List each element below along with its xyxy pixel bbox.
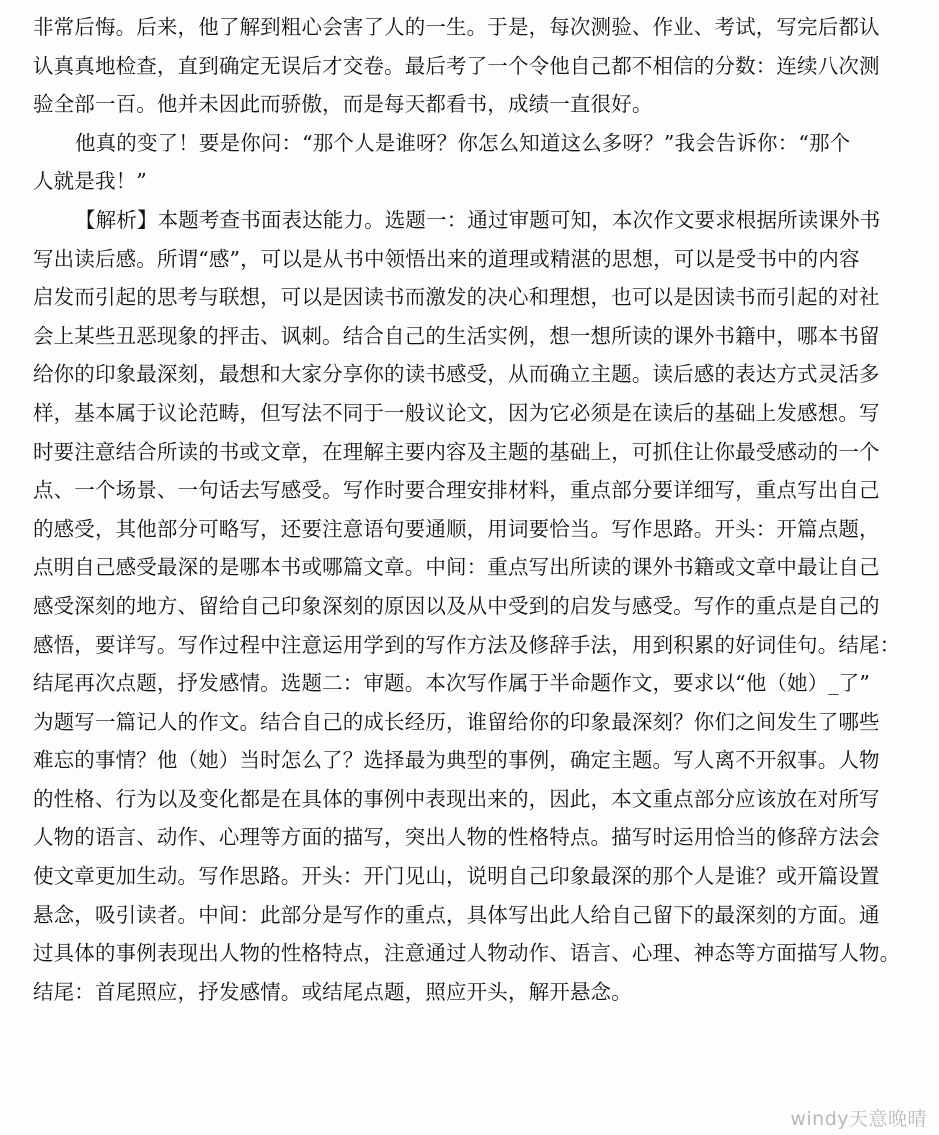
text-line: 点明自己感受最深的是哪本书或哪篇文章。中间：重点写出所读的课外书籍或文章中最让自己: [33, 555, 880, 580]
text-line: 过具体的事例表现出人物的性格特点，注意通过人物动作、语言、心理、神态等方面描写人物。: [33, 941, 901, 966]
text-line: 样，基本属于议论范畴，但写法不同于一般议论文，因为它必须是在读后的基础上发感想。写: [33, 400, 880, 425]
text-line: 感悟，要详写。写作过程中注意运用学到的写作方法及修辞手法，用到积累的好词佳句。结尾：: [33, 632, 901, 657]
text-line: 启发而引起的思考与联想，可以是因读书而激发的决心和理想，也可以是因读书而引起的对社: [33, 285, 880, 310]
watermark: windy天意晚晴: [790, 1108, 927, 1130]
analysis-heading-line: 【解析】本题考查书面表达能力。选题一：通过审题可知，本次作文要求根据所读课外书: [75, 207, 881, 232]
text-line: 会上某些丑恶现象的抨击、讽刺。结合自己的生活实例，想一想所读的课外书籍中，哪本书留: [33, 323, 880, 348]
text-line: 结尾再次点题，抒发感情。选题二：审题。本次写作属于半命题作文，要求以“他（她）_了”: [33, 671, 871, 696]
text-line: 时要注意结合所读的书或文章，在理解主要内容及主题的基础上，可抓住让你最受感动的一个: [33, 439, 880, 464]
text-line: 非常后悔。后来，他了解到粗心会害了人的一生。于是，每次测验、作业、考试，写完后都认: [33, 15, 880, 39]
text-line: 人就是我！”: [33, 169, 147, 194]
document-page: [33, 8, 919, 1011]
text-line: 为题写一篇记人的作文。结合自己的成长经历，谁留给你的印象最深刻？你们之间发生了哪些: [33, 709, 880, 734]
text-line: 验全部一百。他并未因此而骄傲，而是每天都看书，成绩一直很好。: [33, 92, 653, 117]
text-line: 的性格、行为以及变化都是在具体的事例中表现出来的，因此，本文重点部分应该放在对所写: [33, 786, 880, 811]
text-line: 的感受，其他部分可略写，还要注意语句要通顺，用词要恰当。写作思路。开头：开篇点题，: [33, 516, 880, 541]
text-line: 认真真地检查，直到确定无误后才交卷。最后考了一个令他自己都不相信的分数：连续八次测: [33, 53, 880, 78]
text-line: 感受深刻的地方、留给自己印象深刻的原因以及从中受到的启发与感受。写作的重点是自己的: [33, 593, 880, 618]
text-line: 写出读后感。所谓“感”，可以是从书中领悟出来的道理或精湛的思想，可以是受书中的内容: [33, 246, 860, 271]
text-line: 给你的印象最深刻，最想和大家分享你的读书感受，从而确立主题。读后感的表达方式灵活多: [33, 362, 880, 387]
text-line: 结尾：首尾照应，抒发感情。或结尾点题，照应开头，解开悬念。: [33, 979, 632, 1004]
text-line: 点、一个场景、一句话去写感受。写作时要合理安排材料，重点部分要详细写，重点写出自己: [33, 478, 880, 503]
text-line: 他真的变了！要是你问：“那个人是谁呀？你怎么知道这么多呀？”我会告诉你：“那个: [75, 130, 851, 155]
text-line: 人物的语言、动作、心理等方面的描写，突出人物的性格特点。描写时运用恰当的修辞方法会: [33, 825, 880, 850]
text-line: 使文章更加生动。写作思路。开头：开门见山，说明自己印象最深的那个人是谁？或开篇设置: [33, 864, 880, 889]
text-line: 难忘的事情？他（她）当时怎么了？选择最为典型的事例，确定主题。写人离不开叙事。人物: [33, 748, 880, 773]
text-line: 悬念，吸引读者。中间：此部分是写作的重点，具体写出此人给自己留下的最深刻的方面。通: [33, 902, 880, 927]
